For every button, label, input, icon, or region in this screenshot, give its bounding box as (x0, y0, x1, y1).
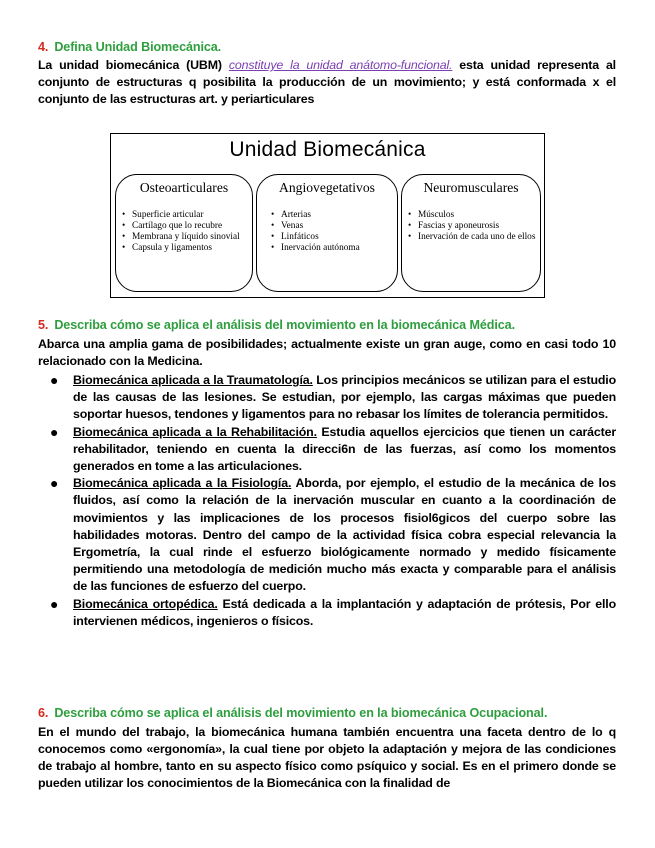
section-4-link[interactable]: constituye la unidad anátomo-funcional. (228, 58, 453, 72)
bullet-text: Está dedicada a la implantación y adaptación de prótesis, Por ello intervienen médicos, ingenieros o físicos. (73, 596, 617, 628)
bullet-icon: ● (50, 423, 59, 440)
diagram-list-item: • Venas (271, 221, 397, 232)
section-5-bullet-list (38, 372, 616, 630)
list-item (38, 475, 616, 595)
diagram-list-item: • Arterias (271, 210, 397, 221)
section-4-heading (38, 40, 221, 54)
diagram-list-item: • Capsula y ligamentos (122, 243, 252, 254)
diagram-column-neuromusculares (401, 174, 541, 292)
bullet-term: Biomecánica aplicada a la Traumatología. (73, 373, 313, 387)
bullet-term: Biomecánica aplicada a la Rehabilitación. (73, 424, 317, 439)
bullet-icon: ● (50, 595, 59, 612)
diagram-list-item: • Superficie articular (122, 210, 252, 221)
section-6-paragraph: En el mundo del trabajo, la biomecánica humana también encuentra una faceta dentro de lo q conocemos como «ergonomía», la cual tiene por objeto la adaptación y mejora de las condiciones de trabajo al hombre, tanto en su aspecto físico como psíquico y social. Es en el primero donde se pueden utilizar los conocimientos de la Biomecánica con la finalidad de (38, 725, 616, 790)
diagram-title: Unidad Biomecánica (229, 138, 426, 161)
diagram-column-header: Neuromusculares (423, 180, 519, 195)
section-5-heading (38, 318, 515, 332)
diagram-list-item: • Linfáticos (271, 232, 397, 243)
diagram-list-item: • Músculos (408, 210, 540, 221)
section-6-title: Describa cómo se aplica el análisis del movimiento en la biomecánica Ocupacional. (54, 706, 548, 720)
section-4-text-after: esta unidad representa al conjunto de estructuras q posibilita la producción de un movimiento; y está conformada x el conjunto de las estructuras art. y periarticulares (38, 58, 616, 106)
section-5-intro: Abarca una amplia gama de posibilidades; actualmente existe un gran auge, como en casi todo 10 relacionado con la Medicina. (38, 337, 616, 368)
bullet-text: Los principios mecánicos se utilizan para el estudio de las causas de las lesiones. Se estudian, por ejemplo, las cargas máximas que pueden soportar huesos, tendones y ligamentos para no rebasar los límites de tolerancia permitidos. (73, 373, 616, 422)
section-5-title: Describa cómo se aplica el análisis del movimiento en la biomecánica Médica. (54, 318, 515, 332)
diagram-column-header: Osteoarticulares (139, 180, 229, 195)
section-4-number: 4. (38, 40, 49, 54)
diagram-list-item: • Fascias y aponeurosis (408, 221, 540, 232)
list-item (38, 424, 616, 476)
diagram-column-header: Angiovegetativos (279, 180, 375, 195)
list-item (38, 372, 616, 424)
bullet-term: Biomecánica ortopédica. (73, 596, 218, 611)
diagram-list-item: • Membrana y líquido sinovial (122, 232, 252, 243)
bullet-text: Aborda, por ejemplo, el estudio de la mecánica de los fluidos, así como la relación de la inervación muscular en cuanto a la coordinación de movimientos y las implicaciones de los procesos fisiol6gicos del cuerpo sobre las habilidades motoras. Dentro del campo de la actividad física cobra especial relevancia la Ergometría, la cual rinde el esfuerzo biológicamente normado y medido físicamente permitiendo una metodología de medición mucho más exacta y comparable para el análisis de las funciones de esfuerzo del cuerpo. (73, 476, 616, 594)
diagram-column-osteoarticulares (115, 174, 253, 292)
bullet-icon: ● (50, 475, 59, 492)
section-6-number: 6. (38, 706, 49, 720)
list-item (38, 596, 616, 630)
bullet-text: Estudia aquellos ejercicios que tienen un carácter rehabilitador, teniendo en cuenta la direcci6n de las fuerzas, así como los momentos generados en tome a las articulaciones. (73, 424, 616, 474)
section-4-text-before: La unidad biomecánica (UBM) (38, 58, 229, 72)
diagram-list-item: • Inervación de cada uno de ellos (408, 232, 540, 243)
biomechanical-unit-diagram (110, 133, 545, 298)
diagram-list-item: • Cartílago que lo recubre (122, 221, 252, 232)
bullet-term: Biomecánica aplicada a la Fisiología. (73, 476, 292, 491)
diagram-list-item: • Inervación autónoma (271, 243, 397, 254)
diagram-column-angiovegetativos (256, 174, 398, 292)
section-6-heading (38, 706, 547, 720)
bullet-icon: ● (50, 372, 59, 388)
section-4-title: Defina Unidad Biomecánica. (54, 40, 222, 54)
section-5-number: 5. (38, 318, 49, 332)
section-4-paragraph (38, 57, 616, 108)
